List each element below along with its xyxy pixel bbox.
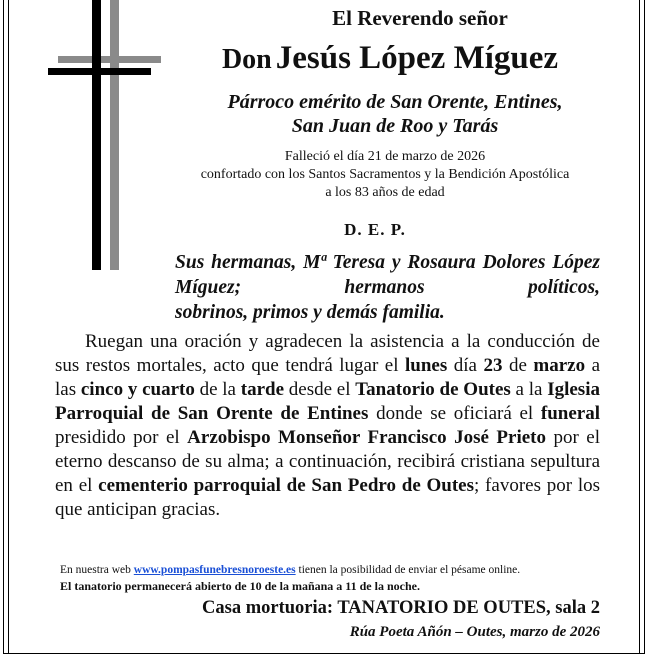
deceased-name <box>170 40 610 77</box>
family-line: sobrinos, primos y demás familia. <box>175 302 445 323</box>
text: día <box>447 355 484 376</box>
service-paragraph <box>55 330 600 522</box>
role-line: Párroco emérito de San Orente, Entines, <box>227 91 563 113</box>
emph: tarde <box>240 379 285 400</box>
honorific: El Reverendo señor <box>332 6 508 30</box>
cross-shadow-vertical <box>110 0 119 270</box>
emph: cinco y cuarto <box>80 379 195 400</box>
emph: Tanatorio de Outes <box>355 379 511 400</box>
dep-mark: D. E. P. <box>344 220 406 239</box>
death-info <box>180 148 590 202</box>
emph: marzo <box>533 355 586 376</box>
text: tienen la posibilidad de enviar el pésame online. <box>295 564 521 576</box>
cross-vertical <box>92 0 101 270</box>
text: desde el <box>284 379 356 400</box>
emph: Iglesia Parroquial de San Orente de Entines <box>55 379 600 424</box>
role <box>190 90 600 138</box>
text: por el eterno descanso de su alma; a continuación, recibirá cristiana sepultura en el <box>55 427 600 496</box>
text: En nuestra web <box>60 564 134 576</box>
text: a la <box>510 379 548 400</box>
emph: Arzobispo Monseñor Francisco José Prieto <box>187 427 546 448</box>
family-mourners <box>175 250 600 325</box>
text: a las <box>55 355 601 400</box>
opening-hours: El tanatorio permanecerá abierto de 10 de la mañana a 11 de la noche. <box>60 579 420 593</box>
emph: funeral <box>540 403 601 424</box>
family-line: Sus hermanas, Mª Teresa y Rosaura <box>175 252 476 273</box>
text: ; favores por los que anticipan gracias. <box>55 475 600 520</box>
cross-horizontal <box>48 68 151 75</box>
name-prefix: Don <box>221 44 272 75</box>
death-line: confortado con los Santos Sacramentos y la Bendición Apostólica <box>200 167 570 182</box>
place-date: Rúa Poeta Añón – Outes, marzo de 2026 <box>349 624 600 640</box>
emph: cementerio parroquial de San Pedro de Outes <box>98 475 475 496</box>
text: de la <box>194 379 241 400</box>
cross-icon <box>0 0 170 270</box>
name-full: Jesús López Míguez <box>275 40 559 76</box>
death-line: Falleció el día 21 de marzo de 2026 <box>284 149 486 164</box>
cross-shadow-horizontal <box>58 56 161 63</box>
website-link[interactable]: www.pompasfunebresnoroeste.es <box>133 564 296 576</box>
text: Ruegan una oración y agradecen la asistencia a la conducción de sus restos mortales, acto que tendrá lugar el <box>55 331 600 376</box>
text: de <box>502 355 534 376</box>
role-line: San Juan de Roo y Tarás <box>291 115 499 137</box>
web-note <box>60 563 620 577</box>
text: donde se oficiará el <box>368 403 541 424</box>
death-line: a los 83 años de edad <box>325 185 445 200</box>
emph: 23 <box>483 355 503 376</box>
mortuary: Casa mortuoria: TANATORIO DE OUTES, sala 2 <box>202 598 600 618</box>
text: presidido por el <box>55 427 188 448</box>
emph: lunes <box>405 355 448 376</box>
family-line: Dolores López Míguez; hermanos políticos, <box>175 252 600 298</box>
service-announcement <box>55 330 600 522</box>
